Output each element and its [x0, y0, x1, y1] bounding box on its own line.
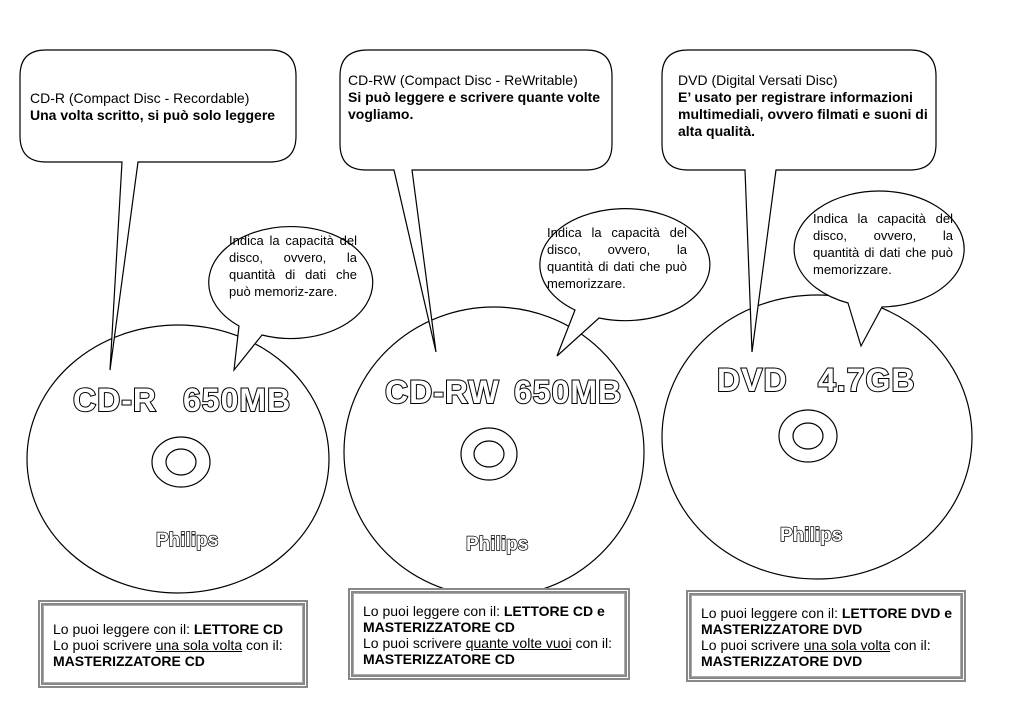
read-device: LETTORE CD e MASTERIZZATORE CD [363, 603, 605, 635]
write-frequency: una sola volta [803, 637, 891, 653]
info-panel-cd-r [38, 600, 308, 688]
read-prefix: Lo puoi leggere con il: [363, 603, 504, 619]
read-device: LETTORE DVD e MASTERIZZATORE DVD [701, 605, 953, 637]
write-suffix: con il: [890, 637, 931, 653]
write-device: MASTERIZZATORE DVD [701, 653, 863, 669]
capacity-bubble-cd-r-text: Indica la capacità del disco, ovvero, la quantità di dati che può memoriz-zare. [229, 233, 357, 299]
capacity-bubble-cd-rw-text: Indica la capacità del disco, ovvero, la quantità di dati che può memorizzare. [547, 225, 687, 291]
callout-cd-r [30, 90, 292, 124]
info-panel-dvd-text [701, 605, 963, 669]
write-prefix: Lo puoi scrivere [363, 635, 466, 651]
write-frequency: quante volte vuoi [465, 635, 572, 651]
read-device: LETTORE CD [193, 621, 284, 637]
disc-brand-dvd: Philips [780, 525, 843, 546]
callout-cd-r-description: Una volta scritto, si può solo leggere [30, 107, 276, 123]
disc-capacity-dvd: 4.7GB [818, 362, 916, 398]
callout-cd-r-title: CD-R (Compact Disc - Recordable) [30, 90, 250, 106]
disc-label-cd-rw: CD-RW [385, 374, 500, 410]
disc-capacity-cd-r: 650MB [183, 382, 292, 418]
disc-capacity-cd-rw: 650MB [514, 374, 623, 410]
read-prefix: Lo puoi leggere con il: [53, 621, 194, 637]
disc-label-cd-r: CD-R [73, 382, 157, 418]
disc-cd-r-hole-inner [166, 449, 196, 475]
write-prefix: Lo puoi scrivere [53, 637, 156, 653]
capacity-bubble-dvd-text: Indica la capacità del disco, ovvero, la quantità di dati che può memorizzare. [813, 211, 953, 277]
info-panel-cd-rw-text [363, 603, 625, 667]
read-prefix: Lo puoi leggere con il: [701, 605, 842, 621]
callout-cd-rw-title: CD-RW (Compact Disc - ReWritable) [348, 72, 578, 88]
info-panel-dvd [686, 590, 966, 682]
callout-dvd-description: E’ usato per registrare informazioni multimediali, ovvero filmati e suoni di alta qualità. [678, 89, 928, 139]
disc-label-dvd: DVD [717, 362, 788, 398]
callout-cd-rw [348, 72, 616, 123]
info-panel-cd-r-text [53, 621, 303, 669]
write-suffix: con il: [571, 635, 613, 651]
write-frequency: una sola volta [155, 637, 243, 653]
disc-brand-cd-r: Philips [156, 530, 219, 551]
write-suffix: con il: [242, 637, 283, 653]
info-panel-cd-rw [348, 588, 630, 680]
write-device: MASTERIZZATORE CD [53, 653, 205, 669]
callout-cd-rw-description: Si può leggere e scrivere quante volte vogliamo. [348, 89, 601, 122]
write-device: MASTERIZZATORE CD [363, 651, 515, 667]
write-prefix: Lo puoi scrivere [701, 637, 804, 653]
disc-dvd-hole-inner [793, 423, 823, 449]
disc-brand-cd-rw: Philips [466, 534, 529, 555]
callout-dvd [678, 72, 944, 140]
callout-dvd-title: DVD (Digital Versati Disc) [678, 72, 838, 88]
disc-cd-rw-hole-inner [474, 441, 504, 467]
